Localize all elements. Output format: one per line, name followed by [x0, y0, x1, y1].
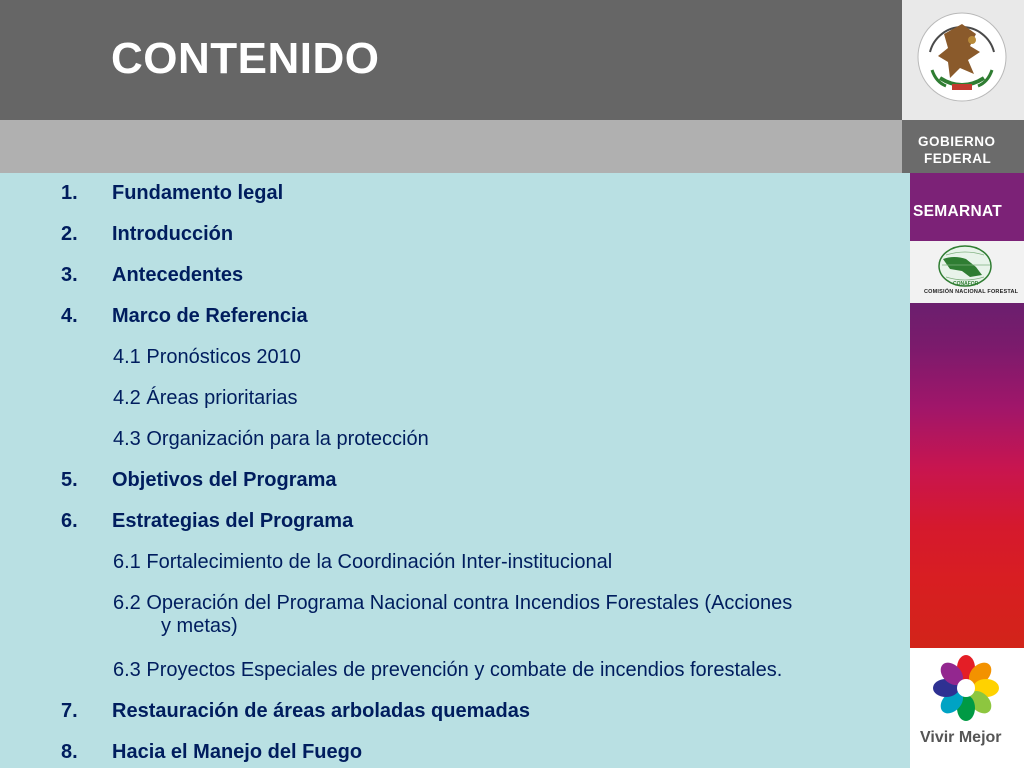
toc-label: Introducción — [112, 223, 234, 245]
contents-panel — [0, 173, 910, 768]
toc-sublabel: 6.1 Fortalecimiento de la Coordinación Inter-institucional — [113, 551, 613, 573]
toc-sublabel-line2: y metas) — [161, 615, 238, 637]
vivir-mejor-label: Vivir Mejor — [920, 729, 1002, 746]
toc-number: 7. — [61, 700, 78, 722]
slide-title: CONTENIDO — [111, 34, 380, 83]
gobierno-line2: FEDERAL — [924, 151, 992, 166]
toc-number: 4. — [61, 305, 78, 327]
toc-label: Fundamento legal — [112, 182, 284, 204]
institutional-sidebar — [902, 0, 1024, 768]
vivir-mejor-logo — [910, 648, 1024, 768]
gobierno-line1: GOBIERNO — [918, 134, 996, 149]
toc-sublabel: 6.3 Proyectos Especiales de prevención y combate de incendios forestales. — [113, 659, 783, 681]
toc-number: 2. — [61, 223, 78, 245]
toc-number: 3. — [61, 264, 78, 286]
toc-label: Antecedentes — [112, 264, 244, 286]
subtitle-bar — [0, 120, 902, 173]
toc-sublabel: 4.2 Áreas prioritarias — [113, 387, 298, 409]
semarnat-label: SEMARNAT — [913, 203, 1003, 220]
seal-box — [902, 0, 1024, 120]
vivir-mejor-flower-icon — [910, 648, 1024, 728]
toc-label: Hacia el Manejo del Fuego — [112, 741, 363, 763]
conafor-logo-icon — [910, 241, 1024, 291]
toc-sublabel: 4.3 Organización para la protección — [113, 428, 429, 450]
toc-number: 8. — [61, 741, 78, 763]
semarnat-logo — [910, 173, 1024, 241]
title-bar — [0, 0, 902, 120]
decorative-color-band — [910, 303, 1024, 648]
conafor-logo-text: CONAFOR — [953, 281, 979, 287]
conafor-logo — [910, 241, 1024, 303]
toc-label: Restauración de áreas arboladas quemadas — [112, 700, 530, 722]
toc-sublabel — [113, 592, 893, 638]
toc-sublabel: 4.1 Pronósticos 2010 — [113, 346, 301, 368]
mexican-seal-icon — [902, 0, 1024, 120]
toc-label: Marco de Referencia — [112, 305, 308, 327]
toc-number: 5. — [61, 469, 78, 491]
gobierno-federal-logo — [902, 120, 1024, 173]
toc-sublabel-line1: 6.2 Operación del Programa Nacional contra Incendios Forestales (Acciones — [113, 592, 793, 614]
toc-label: Objetivos del Programa — [112, 469, 337, 491]
conafor-caption: COMISIÓN NACIONAL FORESTAL — [924, 289, 1019, 295]
toc-label: Estrategias del Programa — [112, 510, 354, 532]
toc-number: 6. — [61, 510, 78, 532]
toc-number: 1. — [61, 182, 78, 204]
